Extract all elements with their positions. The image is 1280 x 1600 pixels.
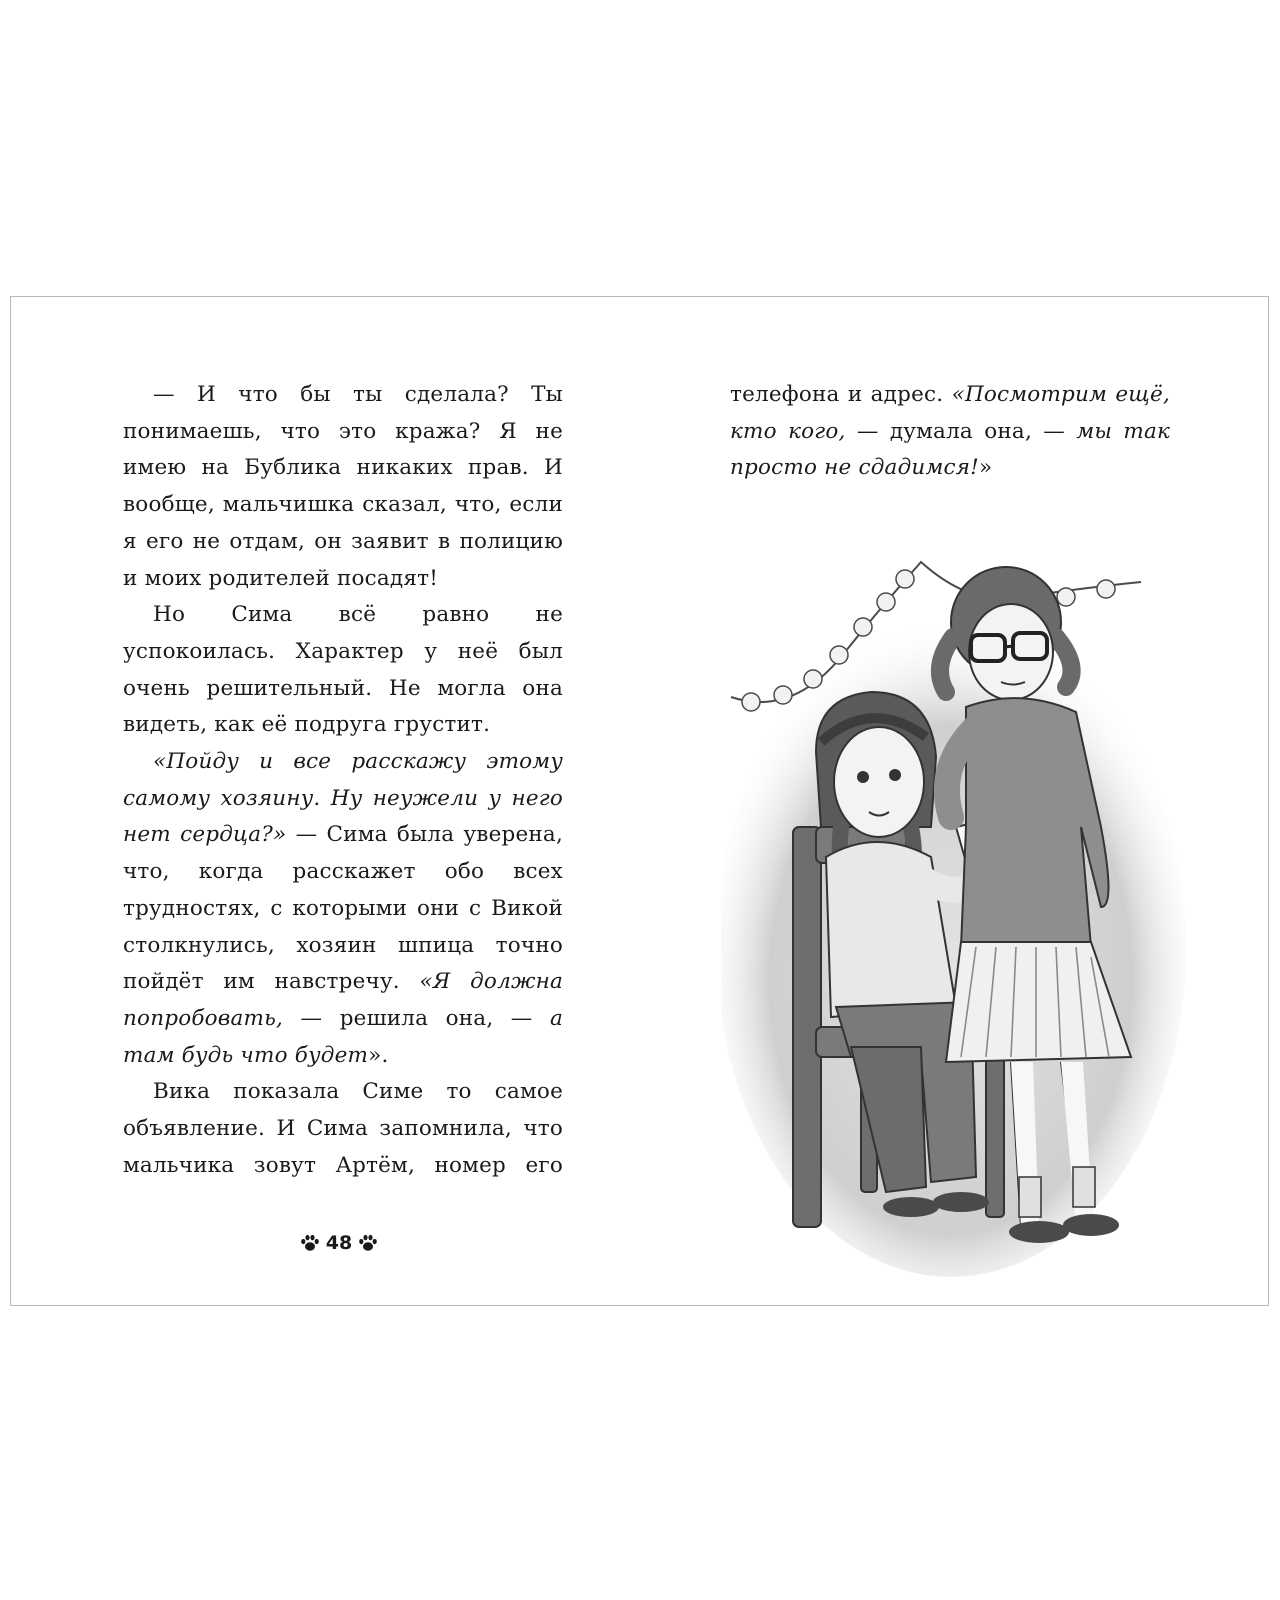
left-page bbox=[123, 377, 563, 1184]
narration-r2: — думала она, — bbox=[845, 418, 1077, 444]
narration-r3: » bbox=[978, 455, 993, 481]
italic-thought-r1: «Посмотрим ещё, кто кого, bbox=[730, 382, 1170, 444]
italic-thought-2: «Я должна попробовать, bbox=[123, 969, 563, 1031]
paragraph-1: — И что бы ты сделала? Ты понимаешь, что это кража? Я не имею на Бублика никаких прав. И вообще, мальчишка сказал, что, если я его не отдам, он заявит в полицию и моих родителей посадят! bbox=[123, 382, 563, 591]
right-page bbox=[730, 377, 1170, 487]
narration-1: — Сима была уверена, что, когда расскажет обо всех трудностях, с которыми они с Викой столкнулись, хозяин шпица точно пойдёт им навстречу. bbox=[123, 822, 563, 995]
paragraph-2: Но Сима всё равно не успокоилась. Характер у неё был очень решительный. Не могла она видеть, как её подруга грустит. bbox=[123, 602, 563, 738]
page-number: 48 bbox=[325, 1232, 353, 1254]
narration-r1: телефона и адрес. bbox=[730, 382, 952, 407]
illustration-two-girls bbox=[721, 527, 1191, 1277]
book-spread bbox=[10, 296, 1269, 1306]
italic-thought-r2: мы так просто не сдадимся! bbox=[730, 418, 1171, 481]
page-number-footer bbox=[289, 1232, 389, 1254]
narration-3: ». bbox=[368, 1042, 389, 1068]
italic-thought-3: а там будь что будет bbox=[123, 1005, 563, 1068]
paragraph-4: Вика показала Симе то самое объявление. И Сима запомнила, что мальчика зовут Артём, номер его bbox=[123, 1079, 563, 1178]
paragraph-right-1 bbox=[730, 377, 1170, 487]
italic-thought-1: «Пойду и все расскажу этому самому хозяину. Ну неужели у него нет сердца?» bbox=[123, 749, 563, 848]
narration-2: — решила она, — bbox=[283, 1005, 550, 1031]
paragraph-3 bbox=[123, 744, 563, 1074]
paw-icon bbox=[300, 1234, 320, 1252]
paw-icon bbox=[358, 1234, 378, 1252]
